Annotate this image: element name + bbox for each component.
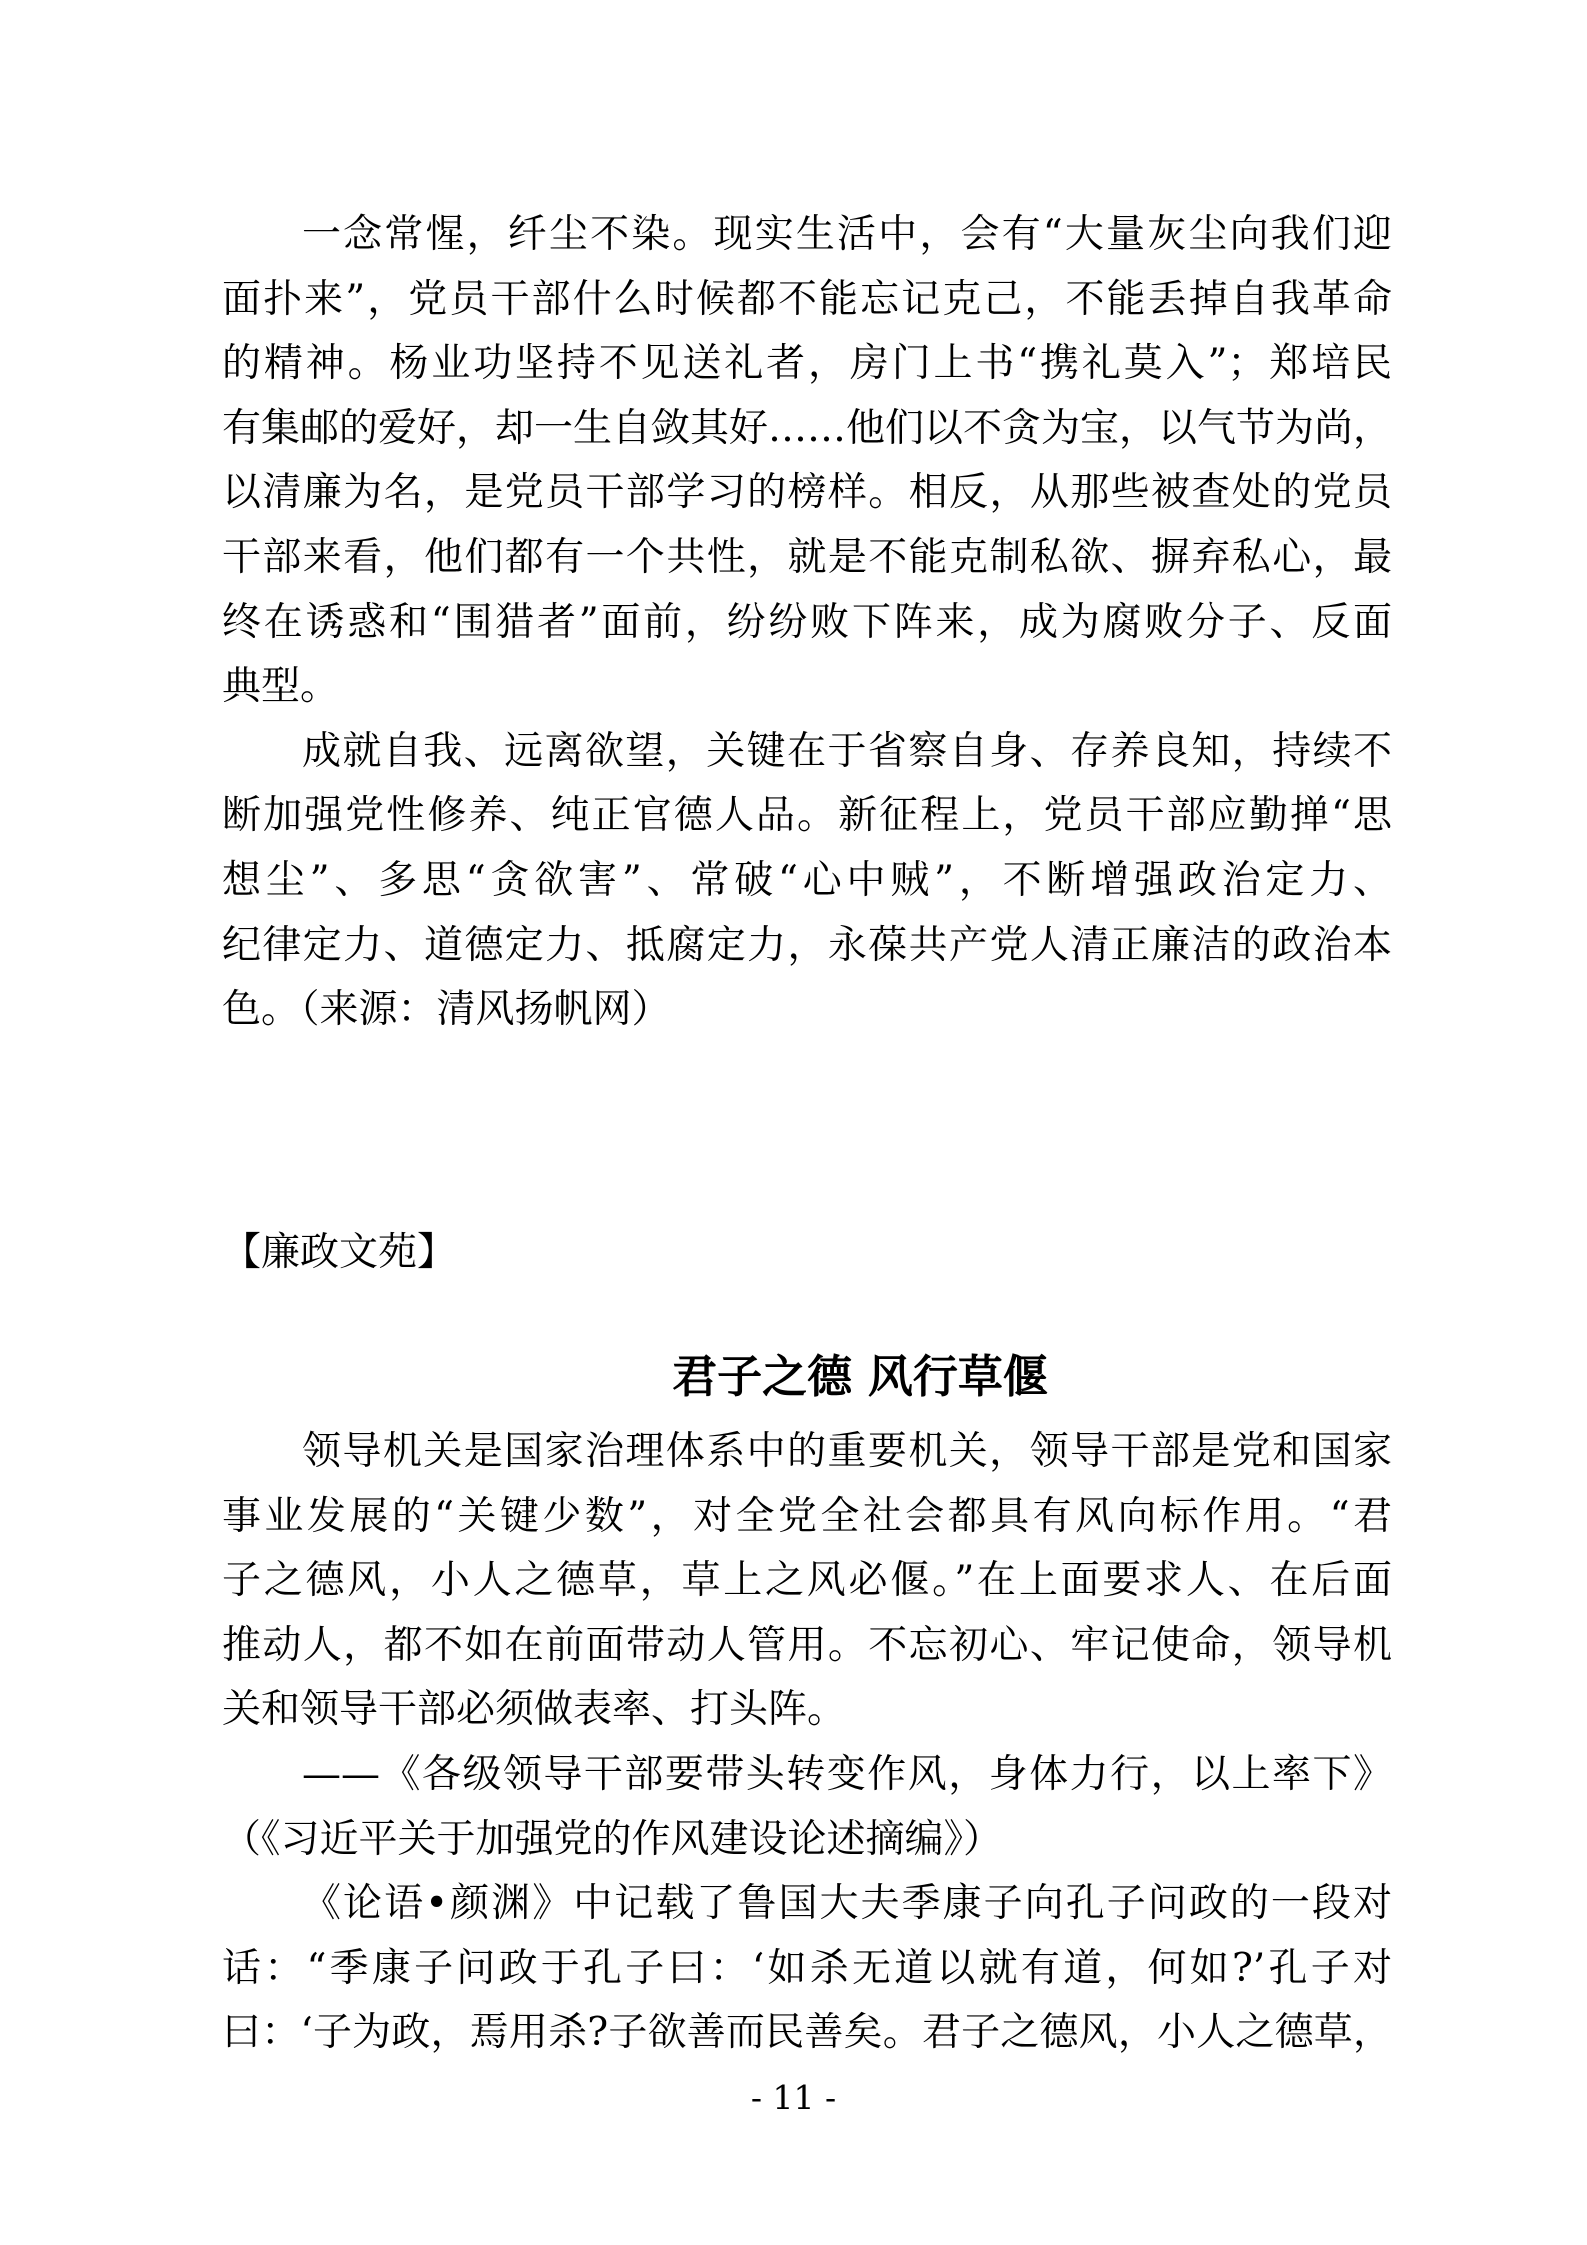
text-line: 曰：‘子为政，焉用杀?子欲善而民善矣。君子之德风，小人之德草，	[222, 2010, 1392, 2056]
text-line: 色。（来源：清风扬帆网）	[222, 987, 671, 1033]
text-line: 干部来看，他们都有一个共性，就是不能克制私欲、摒弃私心，最	[222, 534, 1392, 580]
text-line: （《习近平关于加强党的作风建设论述摘编》）	[222, 1816, 1003, 1862]
text-line: 想尘”、多思“贪欲害”、常破“心中贼”，不断增强政治定力、	[222, 857, 1392, 903]
text-line: 关和领导干部必须做表率、打头阵。	[222, 1687, 847, 1733]
text-line: 纪律定力、道德定力、抵腐定力，永葆共产党人清正廉洁的政治本	[222, 922, 1392, 968]
article-title: 君子之德 风行草偃	[672, 1350, 1048, 1403]
text-line: 面扑来”，党员干部什么时候都不能忘记克己，不能丢掉自我革命	[222, 276, 1392, 322]
text-line: 《论语•颜渊》中记载了鲁国大夫季康子向孔子问政的一段对	[302, 1881, 1392, 1927]
text-line: 领导机关是国家治理体系中的重要机关，领导干部是党和国家	[302, 1429, 1392, 1474]
text-line: 事业发展的“关键少数”，对全党全社会都具有风向标作用。“君	[222, 1493, 1392, 1539]
text-line: 成就自我、远离欲望，关键在于省察自身、存养良知，持续不	[302, 728, 1392, 774]
text-line: ——《各级领导干部要带头转变作风，身体力行，以上率下》	[302, 1751, 1392, 1797]
text-line: 子之德风，小人之德草，草上之风必偃。”在上面要求人、在后面	[222, 1558, 1392, 1604]
body-text-lower	[222, 1420, 1392, 2066]
text-line: 一念常惺，纤尘不染。现实生活中，会有“大量灰尘向我们迎	[302, 212, 1392, 257]
text-line: 断加强党性修养、纯正官德人品。新征程上，党员干部应勤掸“思	[222, 793, 1392, 839]
text-line: 有集邮的爱好，却一生自敛其好……他们以不贪为宝，以气节为尚，	[222, 405, 1393, 451]
text-line: 终在诱惑和“围猎者”面前，纷纷败下阵来，成为腐败分子、反面	[222, 599, 1392, 645]
section-header: 【廉政文苑】	[222, 1230, 457, 1275]
text-line: 以清廉为名，是党员干部学习的榜样。相反，从那些被查处的党员	[222, 470, 1392, 516]
text-line: 典型。	[222, 664, 340, 710]
text-line: 话：“季康子问政于孔子曰：‘如杀无道以就有道，何如?’孔子对	[222, 1945, 1392, 1991]
page-number: - 11 -	[750, 2078, 837, 2117]
text-line: 的精神。杨业功坚持不见送礼者，房门上书“携礼莫入”；郑培民	[222, 341, 1392, 387]
text-line: 推动人，都不如在前面带动人管用。不忘初心、牢记使命，领导机	[222, 1622, 1392, 1668]
body-text-upper	[222, 203, 1392, 1043]
